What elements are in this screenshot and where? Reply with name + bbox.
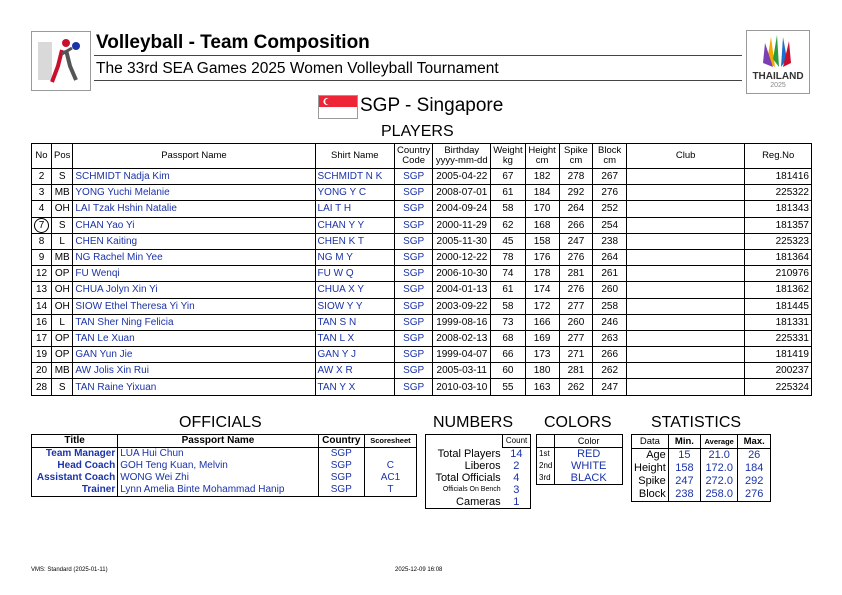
logo-country-text: THAILAND [752, 71, 804, 82]
player-weight: 73 [491, 314, 525, 330]
player-spike: 281 [559, 363, 593, 379]
player-block: 261 [593, 266, 627, 282]
official-title: Head Coach [32, 460, 118, 472]
stat-avg: 21.0 [701, 449, 738, 463]
col-stat-avg: Average [701, 435, 738, 449]
player-reg-no: 181416 [745, 169, 812, 185]
stat-min: 158 [668, 462, 700, 475]
player-birthday: 2010-03-10 [433, 379, 491, 395]
player-number: 17 [32, 330, 52, 346]
player-weight: 61 [491, 185, 525, 201]
official-country: SGP [318, 472, 364, 484]
player-block: 247 [593, 379, 627, 395]
player-club [627, 379, 745, 395]
title-divider [94, 55, 742, 56]
player-row [32, 330, 812, 346]
player-row [32, 217, 812, 233]
official-scoresheet [364, 448, 416, 461]
player-spike: 271 [559, 347, 593, 363]
player-number: 3 [32, 185, 52, 201]
player-height: 169 [525, 330, 559, 346]
col-stat-min: Min. [668, 435, 700, 449]
player-height: 176 [525, 249, 559, 265]
player-club [627, 314, 745, 330]
numbers-row [426, 448, 531, 461]
player-height: 178 [525, 266, 559, 282]
player-row [32, 266, 812, 282]
player-height: 182 [525, 169, 559, 185]
player-reg-no: 181364 [745, 249, 812, 265]
player-country-code: SGP [395, 363, 433, 379]
stat-min: 238 [668, 488, 700, 502]
player-position: OH [52, 201, 73, 217]
stat-max: 184 [745, 462, 764, 474]
player-position: MB [52, 249, 73, 265]
col-official-scoresheet: Scoresheet [364, 435, 416, 448]
player-reg-no: 210976 [745, 266, 812, 282]
player-spike: 260 [559, 314, 593, 330]
player-country-code: SGP [395, 169, 433, 185]
player-number: 14 [32, 298, 52, 314]
player-passport-name: GAN Yun Jie [73, 347, 315, 363]
captain-number-circle: 7 [34, 218, 49, 233]
player-row [32, 379, 812, 395]
colors-row [537, 448, 623, 461]
numbers-table [425, 434, 531, 509]
player-club [627, 330, 745, 346]
col-official-name: Passport Name [118, 435, 319, 448]
player-row [32, 233, 812, 249]
player-height: 172 [525, 298, 559, 314]
player-passport-name: SIOW Ethel Theresa Yi Yin [73, 298, 315, 314]
player-block: 264 [593, 249, 627, 265]
player-number: 4 [32, 201, 52, 217]
color-name: RED [577, 448, 601, 460]
player-position: MB [52, 185, 73, 201]
player-number [32, 217, 52, 233]
player-block: 276 [593, 185, 627, 201]
officials-heading: OFFICIALS [179, 414, 262, 431]
official-name: WONG Wei Zhi [118, 472, 319, 484]
player-number: 28 [32, 379, 52, 395]
player-number: 8 [32, 233, 52, 249]
official-row [32, 460, 417, 472]
sea-games-logo [746, 30, 810, 94]
official-row [32, 472, 417, 484]
player-position: S [52, 217, 73, 233]
player-shirt-name: TAN Y X [315, 379, 395, 395]
player-passport-name: FU Wenqi [73, 266, 315, 282]
color-rank: 3rd [537, 472, 555, 485]
player-passport-name: YONG Yuchi Melanie [73, 185, 315, 201]
player-row [32, 282, 812, 298]
numbers-row [426, 484, 531, 496]
player-passport-name: CHEN Kaiting [73, 233, 315, 249]
player-number: 13 [32, 282, 52, 298]
player-position: OP [52, 347, 73, 363]
player-block: 238 [593, 233, 627, 249]
player-row [32, 347, 812, 363]
stat-min: 15 [668, 449, 700, 463]
player-shirt-name: GAN Y J [315, 347, 395, 363]
player-birthday: 1999-04-07 [433, 347, 491, 363]
player-shirt-name: AW X R [315, 363, 395, 379]
player-number: 19 [32, 347, 52, 363]
player-number: 9 [32, 249, 52, 265]
player-spike: 264 [559, 201, 593, 217]
numbers-label: Liberos [464, 460, 501, 472]
player-reg-no: 225323 [745, 233, 812, 249]
stats-header-row [632, 435, 771, 449]
sea-games-emblem-icon [747, 31, 809, 75]
numbers-value: 14 [510, 448, 523, 460]
player-reg-no: 200237 [745, 363, 812, 379]
col-reg-no: Reg.No [745, 144, 812, 169]
player-spike: 276 [559, 249, 593, 265]
player-position: OP [52, 266, 73, 282]
player-weight: 60 [491, 363, 525, 379]
stats-row [632, 449, 771, 463]
player-shirt-name: FU W Q [315, 266, 395, 282]
player-passport-name: AW Jolis Xin Rui [73, 363, 315, 379]
page-title: Volleyball - Team Composition [96, 32, 370, 53]
player-reg-no: 225324 [745, 379, 812, 395]
player-block: 252 [593, 201, 627, 217]
official-name: Lynn Amelia Binte Mohammad Hanip [118, 484, 319, 497]
player-club [627, 201, 745, 217]
player-weight: 78 [491, 249, 525, 265]
player-club [627, 282, 745, 298]
player-reg-no: 225331 [745, 330, 812, 346]
player-weight: 45 [491, 233, 525, 249]
players-header-row [32, 144, 812, 169]
stat-max: 26 [748, 449, 761, 461]
player-club [627, 298, 745, 314]
statistics-table [631, 434, 771, 502]
player-block: 262 [593, 363, 627, 379]
player-birthday: 2000-12-22 [433, 249, 491, 265]
col-official-country: Country [318, 435, 364, 448]
player-club [627, 363, 745, 379]
player-spike: 276 [559, 282, 593, 298]
player-row [32, 314, 812, 330]
colors-color-header: Color [555, 435, 623, 448]
stats-row [632, 475, 771, 488]
player-weight: 67 [491, 169, 525, 185]
player-block: 267 [593, 169, 627, 185]
player-position: L [52, 233, 73, 249]
player-shirt-name: CHUA X Y [315, 282, 395, 298]
numbers-row [426, 496, 531, 509]
stat-label: Height [632, 462, 669, 475]
player-spike: 278 [559, 169, 593, 185]
logo-year-text: 2025 [770, 82, 786, 89]
numbers-label: Officials On Bench [442, 486, 501, 493]
stat-avg: 258.0 [701, 488, 738, 502]
team-name: SGP - Singapore [360, 95, 504, 116]
player-birthday: 2004-09-24 [433, 201, 491, 217]
officials-table [31, 434, 417, 497]
players-heading: PLAYERS [381, 123, 454, 140]
player-weight: 66 [491, 347, 525, 363]
player-position: S [52, 379, 73, 395]
player-passport-name: TAN Sher Ning Felicia [73, 314, 315, 330]
col-club: Club [627, 144, 745, 169]
player-country-code: SGP [395, 233, 433, 249]
player-birthday: 2005-03-11 [433, 363, 491, 379]
player-club [627, 266, 745, 282]
numbers-value: 2 [513, 460, 520, 472]
official-row [32, 484, 417, 497]
official-country: SGP [318, 460, 364, 472]
player-country-code: SGP [395, 298, 433, 314]
stats-row [632, 488, 771, 502]
player-passport-name: SCHMIDT Nadja Kim [73, 169, 315, 185]
numbers-row [426, 460, 531, 472]
player-birthday: 2005-04-22 [433, 169, 491, 185]
player-number: 12 [32, 266, 52, 282]
player-shirt-name: TAN L X [315, 330, 395, 346]
player-block: 263 [593, 330, 627, 346]
official-name: GOH Teng Kuan, Melvin [118, 460, 319, 472]
player-height: 170 [525, 201, 559, 217]
numbers-value: 1 [513, 496, 520, 508]
stat-label: Block [632, 488, 669, 502]
subtitle-divider [94, 80, 742, 81]
colors-table [536, 434, 623, 485]
player-spike: 277 [559, 330, 593, 346]
player-height: 163 [525, 379, 559, 395]
stat-label: Age [632, 449, 669, 463]
player-shirt-name: SIOW Y Y [315, 298, 395, 314]
player-birthday: 2008-07-01 [433, 185, 491, 201]
player-height: 173 [525, 347, 559, 363]
player-reg-no: 181362 [745, 282, 812, 298]
player-reg-no: 181445 [745, 298, 812, 314]
numbers-label: Cameras [456, 496, 501, 508]
player-weight: 68 [491, 330, 525, 346]
col-birthday: Birthday yyyy-mm-dd [433, 144, 491, 169]
player-country-code: SGP [395, 185, 433, 201]
colors-row [537, 460, 623, 472]
col-weight: Weight kg [491, 144, 525, 169]
player-height: 168 [525, 217, 559, 233]
col-pos: Pos [52, 144, 73, 169]
player-height: 174 [525, 282, 559, 298]
stat-min: 247 [668, 475, 700, 488]
player-height: 166 [525, 314, 559, 330]
player-position: OH [52, 298, 73, 314]
col-shirt-name: Shirt Name [315, 144, 395, 169]
player-shirt-name: CHAN Y Y [315, 217, 395, 233]
player-country-code: SGP [395, 201, 433, 217]
player-passport-name: CHUA Jolyn Xin Yi [73, 282, 315, 298]
player-shirt-name: SCHMIDT N K [315, 169, 395, 185]
player-weight: 55 [491, 379, 525, 395]
player-weight: 62 [491, 217, 525, 233]
stat-label: Spike [632, 475, 669, 488]
official-row [32, 448, 417, 461]
numbers-label: Total Officials [435, 472, 501, 484]
player-shirt-name: TAN S N [315, 314, 395, 330]
player-number: 2 [32, 169, 52, 185]
color-rank: 1st [537, 448, 555, 461]
official-country: SGP [318, 484, 364, 497]
player-row [32, 169, 812, 185]
col-stat-data: Data [632, 435, 669, 449]
volleyball-logo-icon [31, 31, 91, 91]
col-spike: Spike cm [559, 144, 593, 169]
stat-max: 276 [745, 488, 764, 500]
numbers-value: 4 [513, 472, 520, 484]
player-club [627, 185, 745, 201]
stat-avg: 272.0 [701, 475, 738, 488]
player-block: 266 [593, 347, 627, 363]
player-reg-no: 225322 [745, 185, 812, 201]
player-spike: 266 [559, 217, 593, 233]
col-block: Block cm [593, 144, 627, 169]
color-rank: 2nd [537, 460, 555, 472]
col-country-code: Country Code [395, 144, 433, 169]
player-position: MB [52, 363, 73, 379]
player-block: 260 [593, 282, 627, 298]
player-passport-name: NG Rachel Min Yee [73, 249, 315, 265]
player-row [32, 185, 812, 201]
player-weight: 61 [491, 282, 525, 298]
player-country-code: SGP [395, 314, 433, 330]
player-spike: 281 [559, 266, 593, 282]
player-number: 20 [32, 363, 52, 379]
colors-heading: COLORS [544, 414, 612, 431]
official-scoresheet: T [364, 484, 416, 497]
player-block: 258 [593, 298, 627, 314]
player-height: 180 [525, 363, 559, 379]
numbers-value: 3 [513, 484, 520, 496]
player-weight: 58 [491, 201, 525, 217]
player-passport-name: LAI Tzak Hshin Natalie [73, 201, 315, 217]
player-block: 246 [593, 314, 627, 330]
player-birthday: 2006-10-30 [433, 266, 491, 282]
player-position: S [52, 169, 73, 185]
col-stat-max: Max. [738, 435, 771, 449]
player-birthday: 2005-11-30 [433, 233, 491, 249]
official-country: SGP [318, 448, 364, 461]
player-club [627, 347, 745, 363]
player-country-code: SGP [395, 217, 433, 233]
player-block: 254 [593, 217, 627, 233]
player-passport-name: TAN Raine Yixuan [73, 379, 315, 395]
player-row [32, 363, 812, 379]
players-table [31, 143, 812, 396]
statistics-heading: STATISTICS [651, 414, 742, 431]
numbers-count-header: Count [503, 435, 531, 448]
player-position: OP [52, 330, 73, 346]
col-no: No [32, 144, 52, 169]
player-spike: 247 [559, 233, 593, 249]
player-position: OH [52, 282, 73, 298]
player-passport-name: CHAN Yao Yi [73, 217, 315, 233]
officials-header-row [32, 435, 417, 448]
numbers-row [426, 472, 531, 484]
stat-avg: 172.0 [701, 462, 738, 475]
player-country-code: SGP [395, 266, 433, 282]
col-official-title: Title [32, 435, 118, 448]
player-country-code: SGP [395, 379, 433, 395]
official-scoresheet: AC1 [364, 472, 416, 484]
player-birthday: 1999-08-16 [433, 314, 491, 330]
player-country-code: SGP [395, 330, 433, 346]
player-shirt-name: LAI T H [315, 201, 395, 217]
player-passport-name: TAN Le Xuan [73, 330, 315, 346]
player-club [627, 217, 745, 233]
page-subtitle: The 33rd SEA Games 2025 Women Volleyball Tournament [96, 60, 499, 77]
official-title: Assistant Coach [32, 472, 118, 484]
player-height: 158 [525, 233, 559, 249]
colors-row [537, 472, 623, 485]
player-row [32, 201, 812, 217]
player-birthday: 2003-09-22 [433, 298, 491, 314]
player-row [32, 298, 812, 314]
footer-timestamp: 2025-12-09 16:08 [395, 567, 443, 573]
color-name: WHITE [570, 460, 607, 472]
player-country-code: SGP [395, 347, 433, 363]
player-birthday: 2008-02-13 [433, 330, 491, 346]
numbers-label: Total Players [437, 447, 501, 460]
player-position: L [52, 314, 73, 330]
player-club [627, 169, 745, 185]
stat-max: 292 [745, 475, 764, 487]
singapore-flag-icon [318, 95, 358, 119]
player-shirt-name: NG M Y [315, 249, 395, 265]
player-row [32, 249, 812, 265]
player-club [627, 249, 745, 265]
player-reg-no: 181419 [745, 347, 812, 363]
player-shirt-name: CHEN K T [315, 233, 395, 249]
player-country-code: SGP [395, 249, 433, 265]
player-reg-no: 181357 [745, 217, 812, 233]
player-spike: 292 [559, 185, 593, 201]
stats-row [632, 462, 771, 475]
player-weight: 58 [491, 298, 525, 314]
player-reg-no: 181331 [745, 314, 812, 330]
player-spike: 277 [559, 298, 593, 314]
col-height: Height cm [525, 144, 559, 169]
player-club [627, 233, 745, 249]
official-scoresheet: C [364, 460, 416, 472]
col-passport-name: Passport Name [73, 144, 315, 169]
player-height: 184 [525, 185, 559, 201]
official-title: Team Manager [32, 448, 118, 461]
official-name: LUA Hui Chun [118, 448, 319, 461]
player-number: 16 [32, 314, 52, 330]
player-birthday: 2000-11-29 [433, 217, 491, 233]
footer-version: VMS: Standard (2025-01-11) [31, 567, 108, 573]
player-birthday: 2004-01-13 [433, 282, 491, 298]
player-spike: 262 [559, 379, 593, 395]
player-reg-no: 181343 [745, 201, 812, 217]
player-shirt-name: YONG Y C [315, 185, 395, 201]
player-weight: 74 [491, 266, 525, 282]
player-country-code: SGP [395, 282, 433, 298]
color-name: BLACK [570, 472, 607, 484]
official-title: Trainer [32, 484, 118, 497]
numbers-heading: NUMBERS [433, 414, 514, 431]
